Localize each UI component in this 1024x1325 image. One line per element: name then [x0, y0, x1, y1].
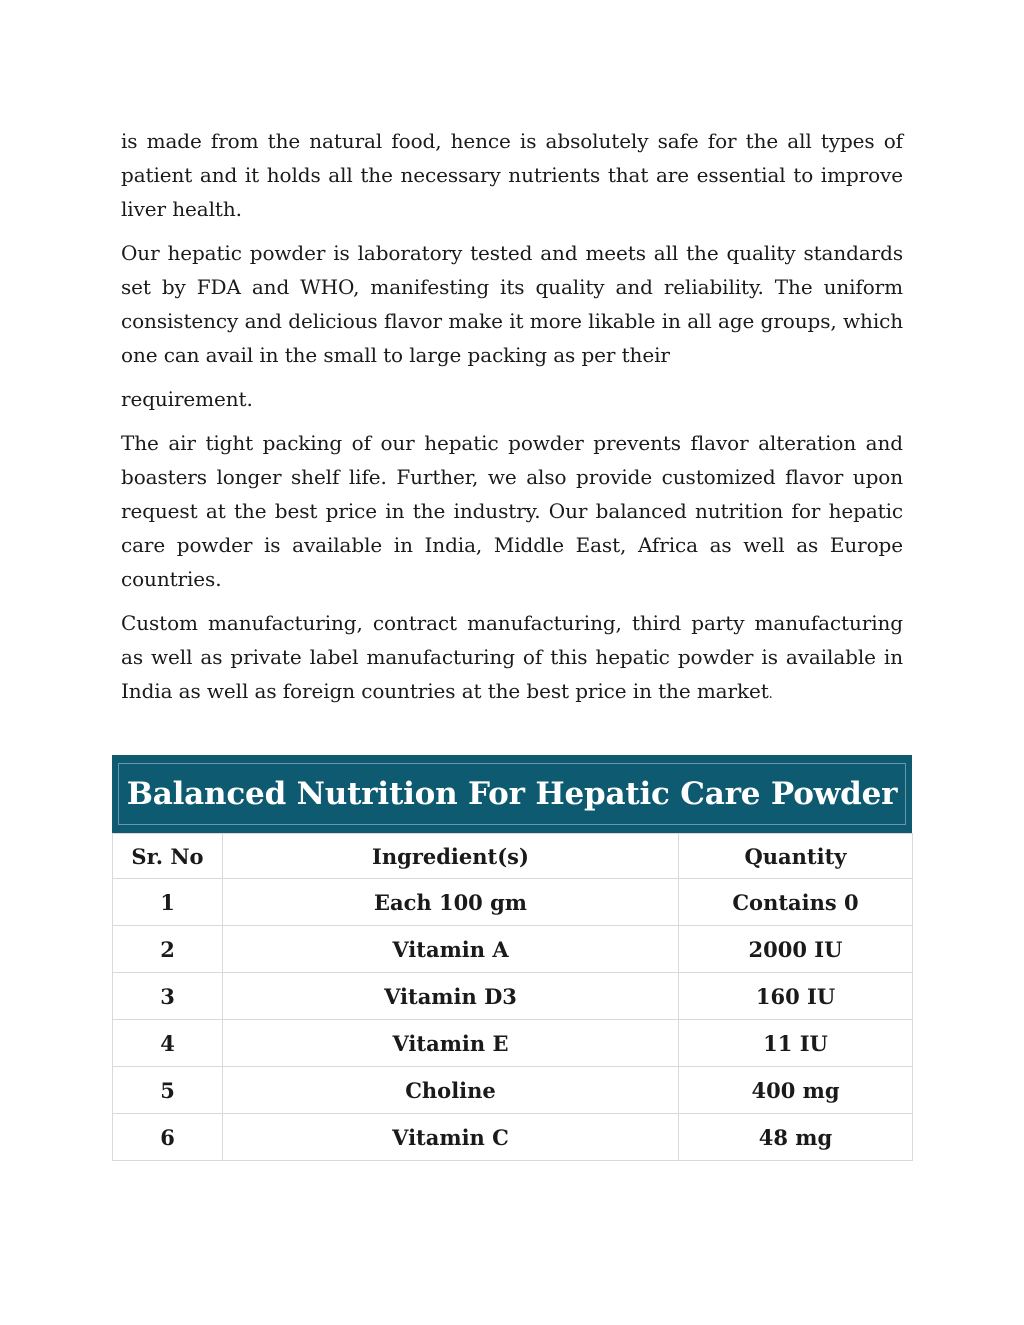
cell-ingredient: Vitamin A — [223, 926, 679, 973]
cell-quantity: 160 IU — [679, 973, 913, 1020]
table-row — [113, 1067, 913, 1114]
cell-ingredient: Vitamin E — [223, 1020, 679, 1067]
paragraph-4-period: . — [768, 687, 773, 702]
cell-sr-no: 6 — [113, 1114, 223, 1161]
cell-ingredient: Choline — [223, 1067, 679, 1114]
table-row — [113, 926, 913, 973]
paragraph-1: is made from the natural food, hence is absolutely safe for the all types of patient and it holds all the necessary nutrients that are essential to improve liver health. — [121, 129, 903, 221]
table-row — [113, 1114, 913, 1161]
table-row — [113, 973, 913, 1020]
table-row — [113, 879, 913, 926]
paragraph-2-tail: requirement. — [121, 387, 253, 411]
cell-quantity: 48 mg — [679, 1114, 913, 1161]
nutrition-table — [112, 833, 913, 1161]
cell-ingredient: Vitamin D3 — [223, 973, 679, 1020]
paragraph-3: The air tight packing of our hepatic powder prevents flavor alteration and boasters longer shelf life. Further, we also provide customized flavor upon request at the best price in the industry. Our balanced nutrition for hepatic care powder is available in India, Middle East, Africa as well as Europe countries. — [121, 431, 903, 591]
paragraph-4 — [121, 606, 903, 712]
table-header-row — [113, 834, 913, 879]
cell-quantity: 2000 IU — [679, 926, 913, 973]
paragraph-2-text: Our hepatic powder is laboratory tested and meets all the quality standards set by FDA and WHO, manifesting its quality and reliability. The uniform consistency and delicious flavor make it more likable in all age groups, which one can avail in the small to large packing as per their — [121, 241, 903, 367]
cell-ingredient: Vitamin C — [223, 1114, 679, 1161]
cell-sr-no: 5 — [113, 1067, 223, 1114]
header-ingredients: Ingredient(s) — [223, 834, 679, 879]
cell-sr-no: 2 — [113, 926, 223, 973]
paragraph-4-text: Custom manufacturing, contract manufacturing, third party manufacturing as well as private label manufacturing of this hepatic powder is available in India as well as foreign countries at the best price in the market — [121, 611, 903, 703]
cell-sr-no: 3 — [113, 973, 223, 1020]
table-title-banner — [112, 755, 912, 833]
header-sr-no: Sr. No — [113, 834, 223, 879]
cell-sr-no: 4 — [113, 1020, 223, 1067]
cell-sr-no: 1 — [113, 879, 223, 926]
cell-ingredient: Each 100 gm — [223, 879, 679, 926]
nutrition-table-section — [112, 755, 912, 1161]
table-title: Balanced Nutrition For Hepatic Care Powder — [126, 776, 898, 812]
cell-quantity: Contains 0 — [679, 879, 913, 926]
header-quantity: Quantity — [679, 834, 913, 879]
body-text — [121, 124, 903, 722]
table-row — [113, 1020, 913, 1067]
cell-quantity: 400 mg — [679, 1067, 913, 1114]
paragraph-2 — [121, 236, 903, 416]
cell-quantity: 11 IU — [679, 1020, 913, 1067]
